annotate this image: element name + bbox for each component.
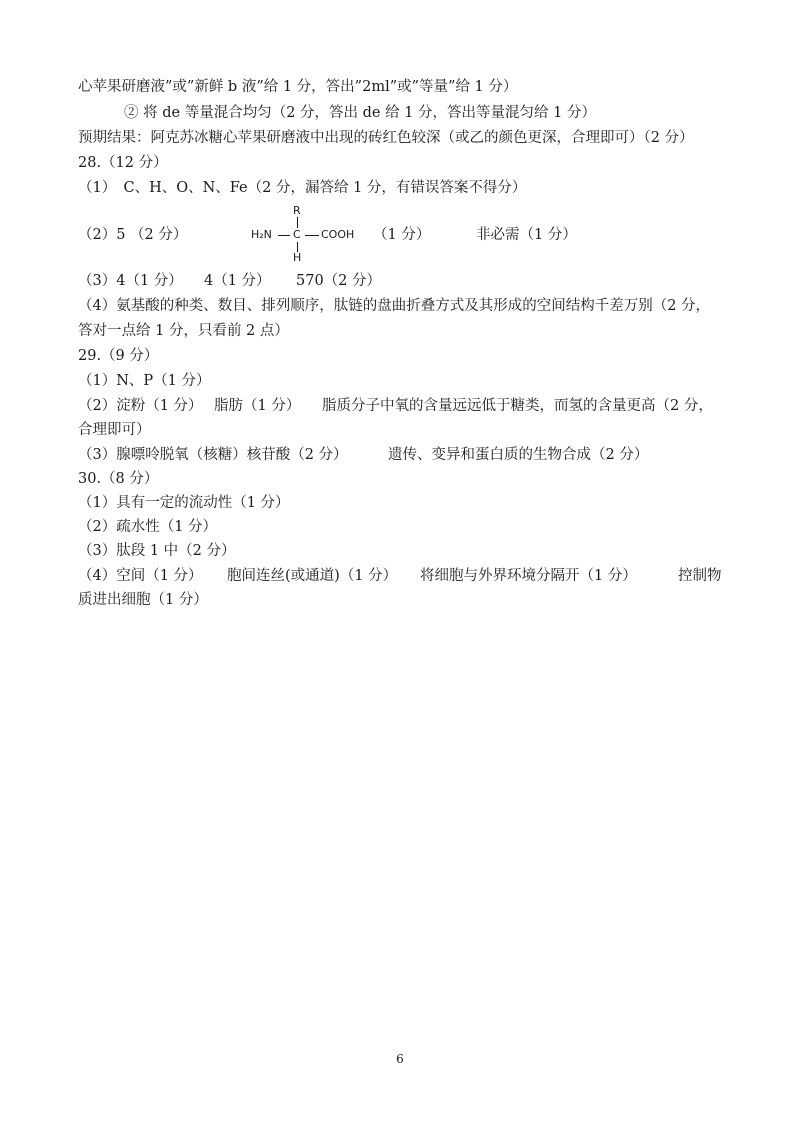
q30-part4-b: 胞间连丝(或通道)（1 分） (227, 568, 398, 584)
q30-part4-c: 将细胞与外界环境分隔开（1 分） (420, 568, 637, 584)
q28-part1: （1） C、H、O、N、Fe（2 分，漏答给 1 分，有错误答案不得分） (78, 180, 527, 196)
q30-part4-e: 质进出细胞（1 分） (78, 592, 208, 608)
formula-bond-right (305, 235, 319, 236)
q29-part2-d: 合理即可） (78, 422, 151, 438)
q28-title: 28.（12 分） (78, 155, 168, 171)
q29-part1: （1）N、P（1 分） (78, 373, 211, 389)
line-1: 心苹果研磨液”或”新鲜 b 液”给 1 分，答出”2ml”或”等量”给 1 分） (78, 79, 518, 95)
formula-left: H₂N (251, 228, 272, 241)
q28-part3-c: 570（2 分） (296, 273, 382, 289)
line-3: 预期结果：阿克苏冰糖心苹果研磨液中出现的砖红色较深（或乙的颜色更深，合理即可）（2 分） (78, 130, 694, 146)
formula-bond-top (297, 217, 298, 228)
q30-title: 30.（8 分） (78, 471, 159, 487)
q28-part4-line2: 答对一点给 1 分，只看前 2 点） (78, 323, 289, 339)
q29-part2-a: （2）淀粉（1 分） (78, 398, 203, 414)
q29-part2-c: 脂质分子中氧的含量远远低于糖类，而氢的含量更高（2 分， (322, 398, 713, 414)
q30-part4-d: 控制物 (678, 568, 722, 584)
page-number: 6 (396, 1052, 404, 1066)
q28-part3-b: 4（1 分） (204, 273, 271, 289)
q29-part3-a: （3）腺嘌呤脱氧（核糖）核苷酸（2 分） (78, 447, 348, 463)
q29-title: 29.（9 分） (78, 348, 159, 364)
q28-part2-score: （1 分） (373, 227, 431, 243)
formula-r: R (293, 204, 301, 217)
q28-part2-nonessential: 非必需（1 分） (476, 227, 577, 243)
q28-part4-line1: （4）氨基酸的种类、数目、排列顺序，肽链的盘曲折叠方式及其形成的空间结构千差万别（2 分， (78, 298, 711, 314)
q30-part2: （2）疏水性（1 分） (78, 519, 218, 535)
q30-part4-a: （4）空间（1 分） (78, 568, 203, 584)
q28-part3-a: （3）4（1 分） (78, 273, 183, 289)
q30-part3: （3）肽段 1 中（2 分） (78, 543, 236, 559)
formula-h: H (293, 251, 302, 264)
line-2: ② 将 de 等量混合均匀（2 分，答出 de 给 1 分，答出等量混匀给 1 分） (124, 105, 596, 121)
q29-part2-b: 脂肪（1 分） (214, 398, 301, 414)
formula-bond-left (278, 235, 290, 236)
formula-right: COOH (321, 228, 355, 241)
q30-part1: （1）具有一定的流动性（1 分） (78, 495, 290, 511)
formula-c: C (293, 228, 301, 241)
q29-part3-b: 遗传、变异和蛋白质的生物合成（2 分） (388, 447, 649, 463)
q28-part2-answer: （2）5 （2 分） (78, 227, 188, 243)
